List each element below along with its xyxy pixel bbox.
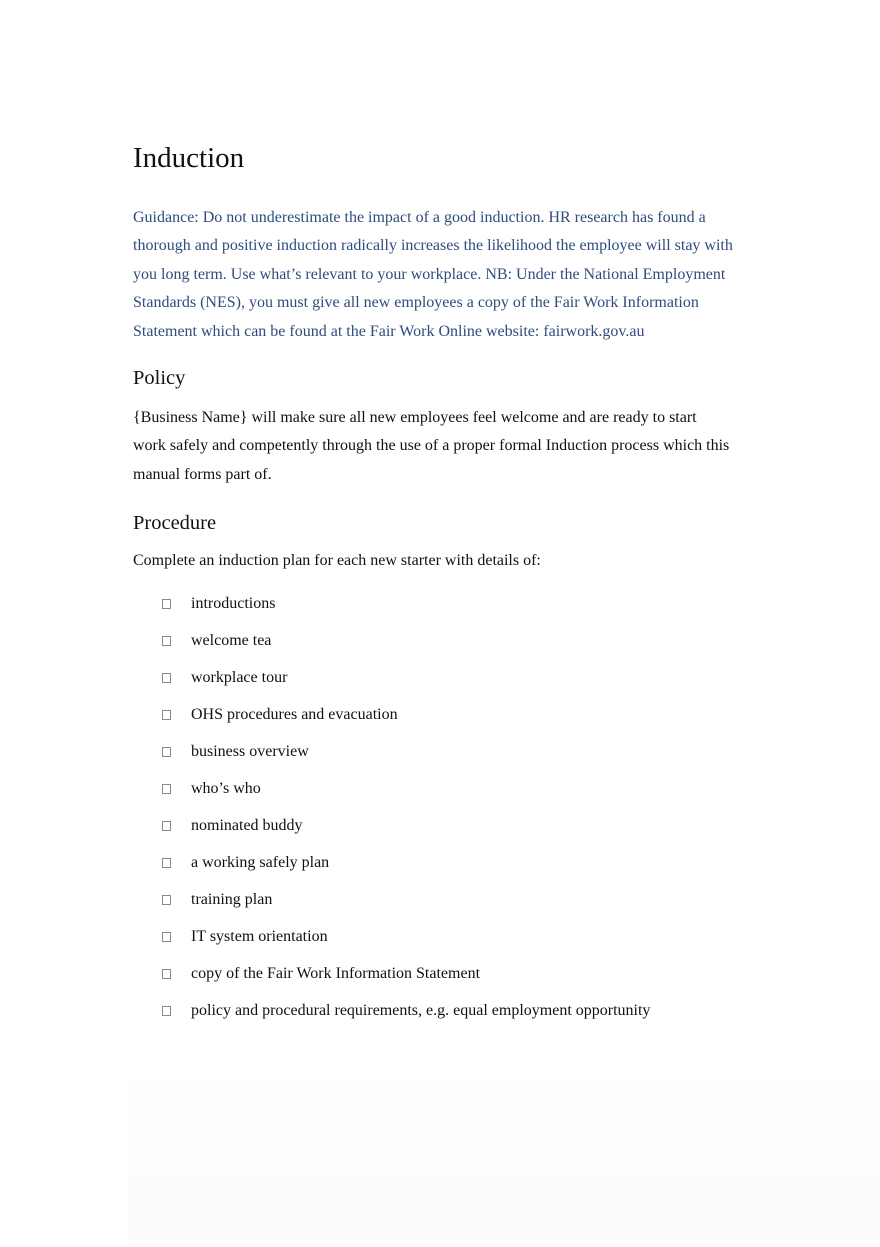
procedure-intro: Complete an induction plan for each new starter with details of: — [133, 552, 541, 570]
checklist-item — [133, 807, 733, 844]
checklist-item-label: business overview — [191, 742, 309, 760]
checkbox-icon[interactable] — [162, 784, 171, 794]
checklist-item-label: introductions — [191, 594, 276, 612]
checklist-item — [133, 918, 733, 955]
checklist-item-label: who’s who — [191, 779, 261, 797]
checklist-item-label: welcome tea — [191, 631, 272, 649]
checklist-item — [133, 770, 733, 807]
checklist-item-label: a working safely plan — [191, 853, 330, 871]
checklist-item — [133, 955, 733, 992]
checklist-item — [133, 696, 733, 733]
checkbox-icon[interactable] — [162, 821, 171, 831]
checklist-item — [133, 881, 733, 918]
document-content — [133, 140, 733, 1029]
induction-checklist — [133, 585, 733, 1029]
checklist-item-label: IT system orientation — [191, 927, 328, 945]
page-title: Induction — [133, 142, 245, 174]
checkbox-icon[interactable] — [162, 1006, 171, 1016]
checkbox-icon[interactable] — [162, 673, 171, 683]
checklist-item-label: nominated buddy — [191, 816, 303, 834]
checkbox-icon[interactable] — [162, 636, 171, 646]
guidance-note: Guidance: Do not underestimate the impact of a good induction. HR research has found a thorough and positive induction radically increases the likelihood the employee will stay with you long term. Use what’s relevant to your workplace. NB: Under the National Employment Standards (NES), you must give all new employees a copy of the Fair Work Information Statement which can be found at the Fair Work Online website: fairwork.gov.au — [133, 209, 733, 340]
checklist-item — [133, 659, 733, 696]
checkbox-icon[interactable] — [162, 969, 171, 979]
checkbox-icon[interactable] — [162, 932, 171, 942]
checklist-item — [133, 992, 733, 1029]
policy-text: {Business Name} will make sure all new employees feel welcome and are ready to start work safely and competently through the use of a proper formal Induction process which this manual forms part of. — [133, 409, 730, 483]
checklist-item — [133, 844, 733, 881]
checklist-item-label: OHS procedures and evacuation — [191, 705, 398, 723]
checklist-item-label: copy of the Fair Work Information Statement — [191, 964, 481, 982]
checkbox-icon[interactable] — [162, 858, 171, 868]
checklist-item-label: workplace tour — [191, 668, 288, 686]
checklist-item — [133, 622, 733, 659]
procedure-heading: Procedure — [133, 512, 217, 535]
checkbox-icon[interactable] — [162, 599, 171, 609]
checklist-item — [133, 585, 733, 622]
checkbox-icon[interactable] — [162, 895, 171, 905]
policy-heading: Policy — [133, 367, 186, 390]
checklist-item-label: training plan — [191, 890, 273, 908]
checklist-item — [133, 733, 733, 770]
checkbox-icon[interactable] — [162, 747, 171, 757]
page-shade — [128, 1060, 880, 1247]
checkbox-icon[interactable] — [162, 710, 171, 720]
checklist-item-label: policy and procedural requirements, e.g. equal employment opportunity — [191, 1001, 651, 1019]
